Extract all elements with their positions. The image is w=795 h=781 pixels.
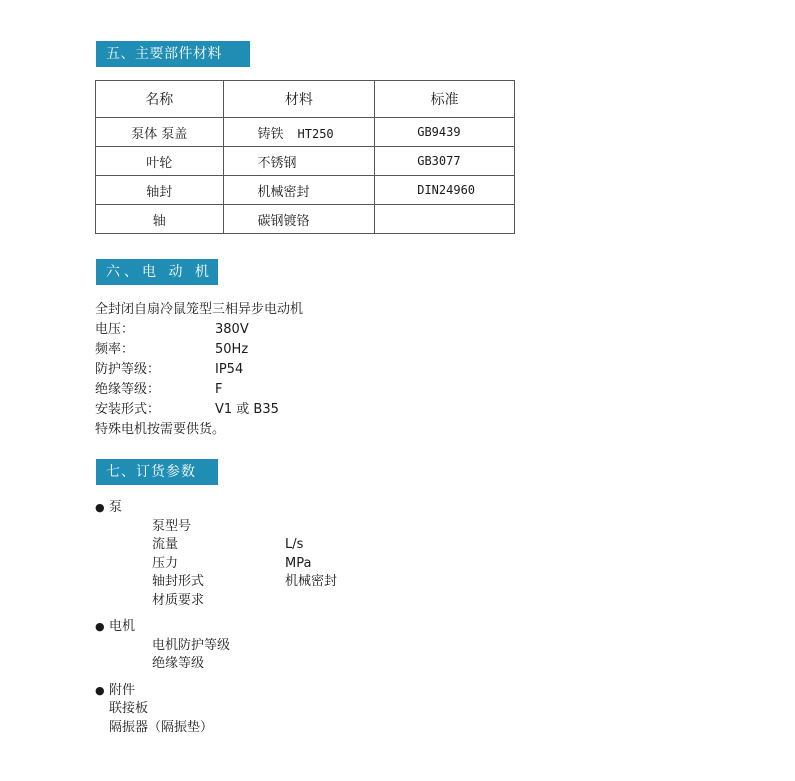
cell-standard: GB9439 [375,118,515,147]
materials-table [95,80,515,234]
spec-row-voltage [95,320,303,340]
section-title-materials: 五、主要部件材料 [96,41,250,67]
spec-label: 安装形式： [95,402,161,417]
list-item [95,555,337,574]
list-item: 绝缘等级 [152,656,205,671]
spec-value: 50Hz [215,342,249,357]
section-title-order-params: 七、订货参数 [96,459,218,485]
list-item: 电机防护等级 [152,637,231,653]
param-unit: L/s [285,537,304,552]
spec-value: V1 或 B35 [215,402,279,417]
spec-label: 频率： [95,342,135,357]
bullet-icon: ● [95,683,105,697]
cell-standard: DIN24960 [375,176,515,205]
cell-name: 叶轮 [96,147,224,176]
bullet-icon: ● [95,620,105,633]
spec-label: 电压： [95,322,135,337]
list-item: 隔振器（隔振垫） [109,719,214,735]
spec-row-protection [95,360,303,380]
column-header-material: 材料 [223,81,375,118]
column-header-name: 名称 [96,81,224,118]
table-row [96,147,515,176]
spec-value: 380V [215,322,249,337]
group-label: 电机 [109,619,136,634]
material-text: 铸铁 [257,126,284,142]
bullet-icon: ● [95,501,105,514]
list-item: 联接板 [109,701,149,716]
list-item [95,536,337,555]
param-name: 材质要求 [152,592,205,608]
cell-standard [375,205,515,234]
list-item [95,592,337,611]
cell-material: 机械密封 [223,176,375,205]
spec-label: 绝缘等级： [95,382,161,397]
param-name: 压力 [152,555,179,571]
list-item [95,573,337,592]
list-item-pump [95,499,337,518]
spec-value: F [215,382,223,397]
motor-intro: 全封闭自扇冷鼠笼型三相异步电动机 [95,302,304,317]
table-row [96,118,515,147]
list-item-accessories [95,682,337,701]
param-unit: MPa [285,555,312,571]
table-row [96,205,515,234]
column-header-standard: 标准 [375,81,515,118]
motor-note: 特殊电机按需要供货。 [95,422,226,437]
cell-material [223,118,375,147]
spec-label: 防护等级： [95,362,161,377]
list-item-motor [95,618,337,637]
param-name: 轴封形式 [152,574,205,589]
param-name: 泵型号 [152,518,192,534]
spec-row-mounting [95,400,303,420]
spec-row-insulation [95,380,303,400]
param-unit: 机械密封 [285,574,338,589]
cell-name: 轴 [96,205,224,234]
param-name: 流量 [152,537,179,552]
cell-material: 不锈钢 [223,147,375,176]
list-item [95,518,337,537]
group-label: 泵 [109,500,123,515]
cell-name: 泵体 泵盖 [96,118,224,147]
order-params-block [95,499,337,737]
material-grade: HT250 [297,126,334,141]
group-label: 附件 [109,682,136,698]
section-title-motor: 六、电 动 机 [96,259,218,285]
spec-row-frequency [95,340,303,360]
table-row [96,176,515,205]
table-header-row [96,81,515,118]
cell-name: 轴封 [96,176,224,205]
motor-spec-block [95,300,303,440]
spec-value: IP54 [215,362,244,377]
cell-material: 碳钢镀铬 [223,205,375,234]
cell-standard: GB3077 [375,147,515,176]
